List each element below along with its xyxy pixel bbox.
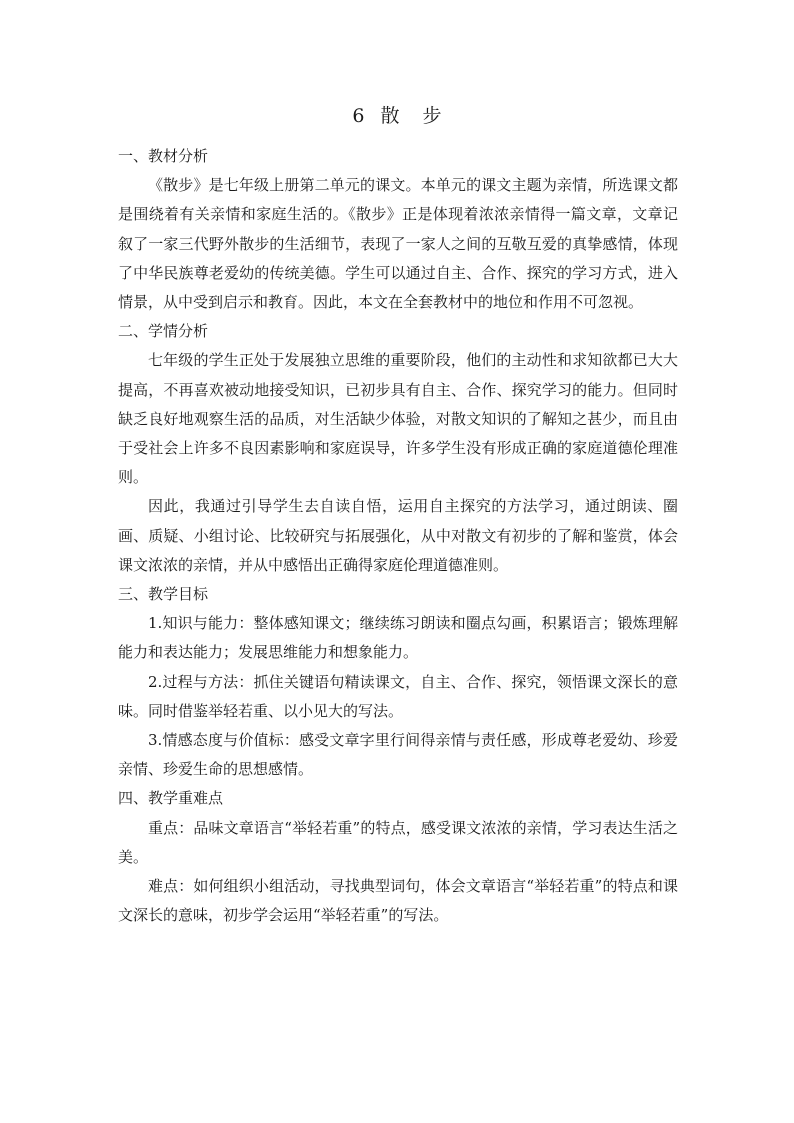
section-teaching-objectives [118, 580, 678, 784]
section-heading: 一、教材分析 [118, 147, 209, 165]
paragraph: 2.过程与方法：抓住关键语句精读课文，自主、合作、探究，领悟课文深长的意味。同时借鉴举轻若重、以小见大的写法。 [118, 672, 678, 720]
page-title: 6 散 步 [352, 105, 444, 127]
section-heading: 四、教学重难点 [118, 789, 224, 808]
section-student-analysis [118, 317, 678, 580]
paragraph: 《散步》是七年级上册第二单元的课文。本单元的课文主题为亲情，所选课文都是围绕着有关亲情和家庭生活的。《散步》正是体现着浓浓亲情得一篇文章，文章记叙了一家三代野外散步的生活细节，表现了一家人之间的互敬互爱的真挚感情，体现了中华民族尊老爱幼的传统美德。学生可以通过自主、合作、探究的学习方式，进入情景，从中受到启示和教育。因此，本文在全套教材中的地位和作用不可忽视。 [118, 176, 678, 312]
paragraph: 3.情感态度与价值标：感受文章字里行间得亲情与责任感，形成尊老爱幼、珍爱亲情、珍爱生命的思想感情。 [118, 731, 678, 779]
paragraph: 1.知识与能力：整体感知课文；继续练习朗读和圈点勾画，积累语言；锻炼理解能力和表达能力；发展思维能力和想象能力。 [118, 614, 678, 662]
paragraph: 难点：如何组织小组活动，寻找典型词句，体会文章语言“举轻若重”的特点和课文深长的意味，初步学会运用“举轻若重”的写法。 [118, 877, 678, 925]
section-textbook-analysis [118, 142, 678, 317]
paragraph: 七年级的学生正处于发展独立思维的重要阶段，他们的主动性和求知欲都已大大提高，不再喜欢被动地接受知识，已初步具有自主、合作、探究学习的能力。但同时缺乏良好地观察生活的品质，对生活缺少体验，对散文知识的了解知之甚少，而且由于受社会上许多不良因素影响和家庭误导，许多学生没有形成正确的家庭道德伦理准则。 [118, 351, 678, 487]
paragraph: 因此，我通过引导学生去自读自悟，运用自主探究的方法学习，通过朗读、圈画、质疑、小组讨论、比较研究与拓展强化，从中对散文有初步的了解和鉴赏，体会课文浓浓的亲情，并从中感悟出正确得家庭伦理道德准则。 [118, 497, 678, 574]
section-key-difficult-points [118, 784, 678, 930]
document-body [118, 142, 678, 930]
section-heading: 二、学情分析 [118, 322, 209, 341]
paragraph: 重点：品味文章语言“举轻若重”的特点，感受课文浓浓的亲情，学习表达生活之美。 [118, 818, 678, 866]
section-heading: 三、教学目标 [118, 585, 209, 604]
